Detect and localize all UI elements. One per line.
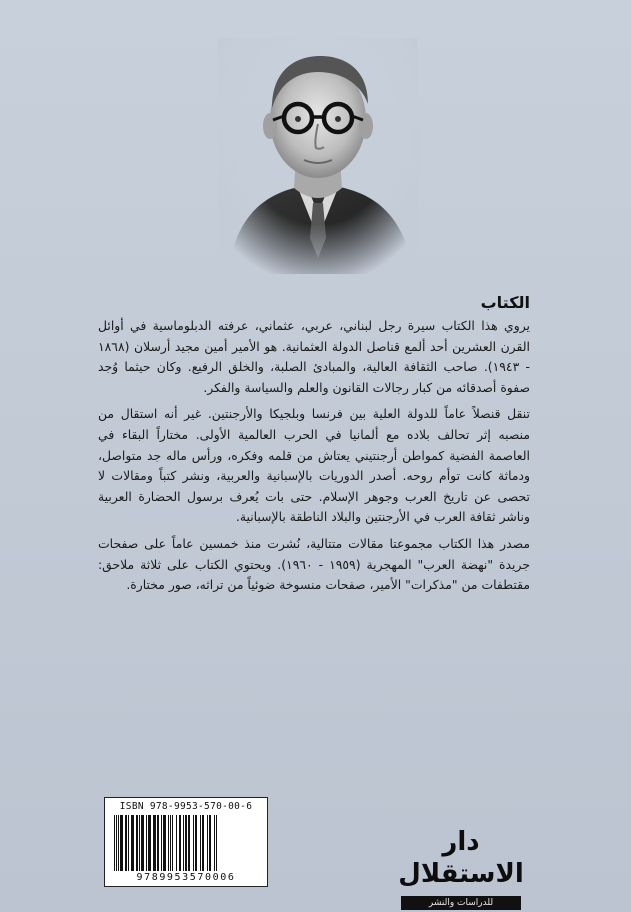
barcode-bar xyxy=(172,815,173,871)
barcode-bar xyxy=(209,815,211,871)
publisher-logo xyxy=(388,826,534,908)
barcode-bar xyxy=(131,815,134,871)
barcode-bar xyxy=(207,815,208,871)
barcode-bar xyxy=(139,815,140,871)
isbn-label: ISBN 978-9953-570-00-6 xyxy=(119,801,253,812)
barcode-bar xyxy=(163,815,166,871)
barcode-bar xyxy=(114,815,115,871)
publisher-name: دار الاستقلال xyxy=(398,827,524,889)
section-heading: الكتاب xyxy=(480,293,530,312)
barcode-bar xyxy=(157,815,159,871)
barcode-bar xyxy=(216,815,217,871)
barcode-bar xyxy=(146,815,147,871)
barcode-bar xyxy=(141,815,144,871)
barcode-bar xyxy=(125,815,127,871)
barcode-bar xyxy=(183,815,184,871)
barcode-bar xyxy=(195,815,197,871)
barcode-bar xyxy=(185,815,187,871)
barcode-bar xyxy=(136,815,138,871)
barcode-bar xyxy=(200,815,201,871)
author-portrait xyxy=(218,38,418,274)
synopsis-block xyxy=(98,292,530,602)
barcode-bar xyxy=(161,815,162,871)
barcode-bar xyxy=(153,815,156,871)
barcode-digits: 9789953570006 xyxy=(136,872,236,883)
barcode-bar xyxy=(116,815,117,871)
barcode-bar xyxy=(176,815,177,871)
synopsis-paragraph-3: مصدر هذا الكتاب مجموعتا مقالات متتالية، نُشرت منذ خمسين عاماً على صفحات جريدة "نهضة العرب" المهجرية (١٩٥٩ - ١٩٦٠). ويحتوي الكتاب على ثلاثة ملاحق: مقتطفات من "مذكرات" الأمير، صفحات منسوخة ضوئياً من تراثه، صور مختارة. xyxy=(98,535,530,593)
isbn-barcode xyxy=(104,797,268,887)
barcode-bar xyxy=(193,815,194,871)
barcode-bar xyxy=(170,815,171,871)
barcode-bar xyxy=(188,815,190,871)
synopsis-paragraph-2: تنقل قنصلاً عاماً للدولة العلية بين فرنسا وبلجيكا والأرجنتين. غير أنه استقال من منصبه إثر تحالف بلاده مع ألمانيا في الحرب العالمية الأولى. مختاراً البقاء في العاصمة الفضية كمواطن أرجنتيني يعتاش من قلمه وفكره، ورأس ماله جد متواصل، ودماثة كانت توأم روحه. أصدر الدوريات بالإسبانية والعربية، ونشر كتباً ومقالات لا تحصى عن تاريخ العرب وجوهر الإسلام. حتى بات يُعرف برسول الحضارة العربية وناشر ثقافة العرب في الأرجنتين والبلاد الناطقة بالإسبانية. xyxy=(98,406,530,525)
publisher-tagline: للدراسات والنشر xyxy=(401,896,521,910)
barcode-bar xyxy=(214,815,215,871)
barcode-bar xyxy=(148,815,151,871)
barcode-bar xyxy=(118,815,119,871)
barcode-bars xyxy=(112,815,262,871)
barcode-bar xyxy=(179,815,181,871)
barcode-bar xyxy=(120,815,123,871)
synopsis-paragraph-1: يروي هذا الكتاب سيرة رجل لبناني، عربي، عثماني، عرفته الدبلوماسية في أوائل القرن العشرين أحد ألمع قناصل الدولة العثمانية. هو الأمير أمين مجيد أرسلان (١٨٦٨ - ١٩٤٣). صاحب الثقافة العالية، والمبادئ الصلبة، والخلق الرفيع. وكان حيثما وُجد صفوة أصدقائه من كبار رجالات القانون والعلم والسياسة والفكر. xyxy=(98,318,530,395)
barcode-bar xyxy=(168,815,169,871)
barcode-bar xyxy=(202,815,204,871)
barcode-bar xyxy=(128,815,129,871)
